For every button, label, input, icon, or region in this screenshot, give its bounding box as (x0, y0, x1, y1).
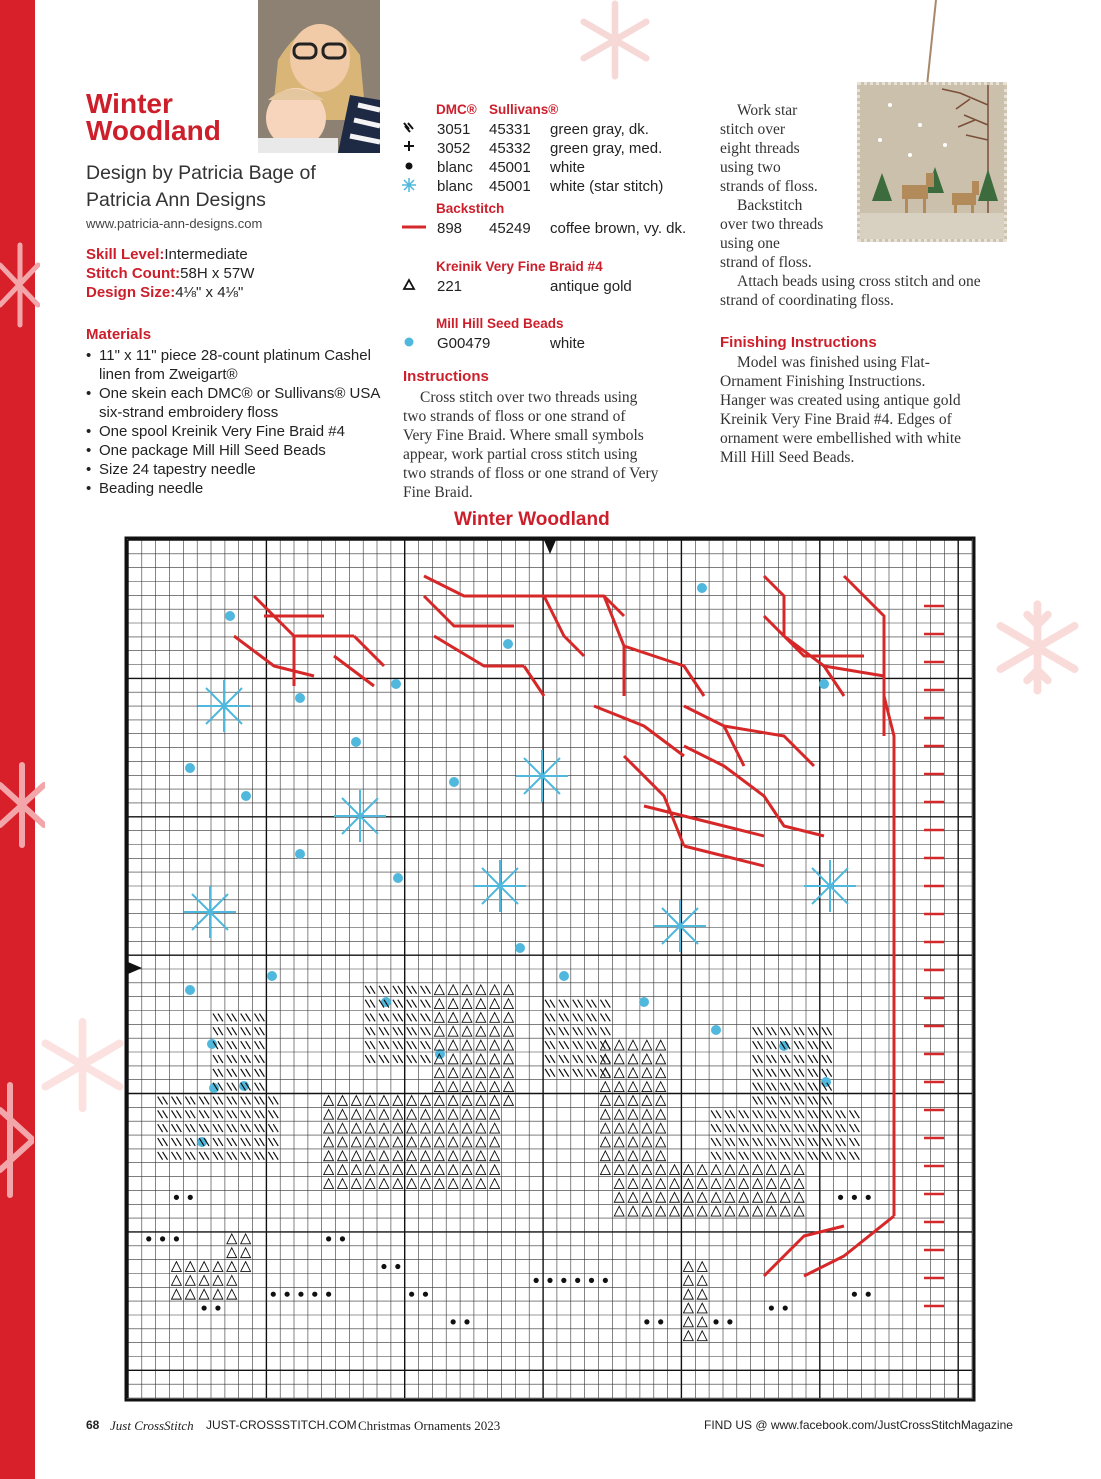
pattern-specs (86, 245, 254, 302)
dot-symbol-icon (400, 158, 418, 177)
magazine-site: JUST-CROSSSTITCH.COM (206, 1418, 357, 1432)
key-row: blanc 45001 white (star stitch) (400, 177, 710, 196)
key-row: blanc 45001 white (400, 158, 710, 177)
key-header-sullivans: Sullivans® (489, 102, 559, 117)
hanger-string (926, 0, 937, 84)
snowflake-icon (560, 0, 670, 80)
key-header-dmc: DMC® (436, 102, 477, 117)
page-title: Winter Woodland (86, 88, 221, 146)
snowflake-icon (0, 240, 40, 330)
designer-website: www.patricia-ann-designs.com (86, 216, 263, 231)
star-stitch-icon (400, 177, 418, 198)
key-row: 3052 45332 green gray, med. (400, 139, 710, 158)
page-number: 68 (86, 1418, 100, 1432)
instructions-heading: Instructions (403, 368, 489, 385)
magazine-name: Just CrossStitch (110, 1418, 194, 1433)
finishing-heading: Finishing Instructions (720, 334, 877, 351)
bead-icon (400, 334, 418, 353)
plus-symbol-icon (400, 139, 418, 158)
key-row: 898 45249 coffee brown, vy. dk. (400, 219, 710, 238)
diagonal-slash-symbol-icon (400, 120, 418, 139)
designer-credit: Design by Patricia Bage of Patricia Ann Designs (86, 162, 316, 211)
list-item: • One spool Kreinik Very Fine Braid #4 (86, 422, 386, 441)
millhill-heading: Mill Hill Seed Beads (436, 316, 564, 331)
star-stitch-notes: Work star stitch over eight threads using two strands of floss. Backstitch over two threads using one strand of floss. (720, 102, 824, 271)
issue-name: Christmas Ornaments 2023 (358, 1418, 501, 1433)
backstitch-line-icon (402, 219, 420, 238)
snowflake-icon (0, 1080, 34, 1200)
left-red-bar (0, 0, 35, 1479)
key-row: G00479 white (400, 334, 710, 353)
ornament-photo (857, 82, 1007, 242)
list-item: • One skein each DMC® or Sullivans® USA six-strand embroidery floss (86, 384, 386, 422)
backstitch-heading: Backstitch (436, 201, 505, 216)
cross-stitch-chart (124, 536, 976, 1402)
kreinik-heading: Kreinik Very Fine Braid #4 (436, 259, 603, 274)
facebook-link: FIND US @ www.facebook.com/JustCrossStitchMagazine (704, 1418, 1013, 1432)
chart-title: Winter Woodland (454, 509, 610, 530)
designer-photo (258, 0, 380, 153)
bead-notes: Attach beads using cross stitch and one strand of coordinating floss. (720, 273, 981, 309)
materials-heading: Materials (86, 326, 152, 343)
list-item: • One package Mill Hill Seed Beads (86, 441, 386, 460)
triangle-symbol-icon (400, 277, 418, 296)
spec-stitch-count: Stitch Count:58H x 57W (86, 265, 255, 282)
instructions-text: Cross stitch over two threads using two strands of floss or one strand of Very Fine Braid. Where small symbols appear, work partial cross stitch using two strands of floss or one strand of Very Fine Braid. (403, 389, 659, 501)
list-item: • Beading needle (86, 479, 386, 498)
snowflake-icon (35, 1010, 130, 1120)
finishing-text: Model was finished using Flat- Ornament Finishing Instructions. Hanger was created using antique gold Kreinik Very Fine Braid #4. Edges of ornament were embellished with white Mill Hill Seed Beads. (720, 354, 962, 466)
key-row: 3051 45331 green gray, dk. (400, 120, 710, 139)
materials-list (86, 346, 386, 498)
spec-skill-level: Skill Level:Intermediate (86, 246, 248, 263)
list-item: • Size 24 tapestry needle (86, 460, 386, 479)
list-item: • 11" x 11" piece 28-count platinum Cashel linen from Zweigart® (86, 346, 386, 384)
snowflake-icon (0, 760, 45, 850)
spec-design-size: Design Size:4⅛" x 4⅛" (86, 284, 244, 301)
snowflake-icon (990, 600, 1085, 695)
key-row: 221 antique gold (400, 277, 710, 296)
